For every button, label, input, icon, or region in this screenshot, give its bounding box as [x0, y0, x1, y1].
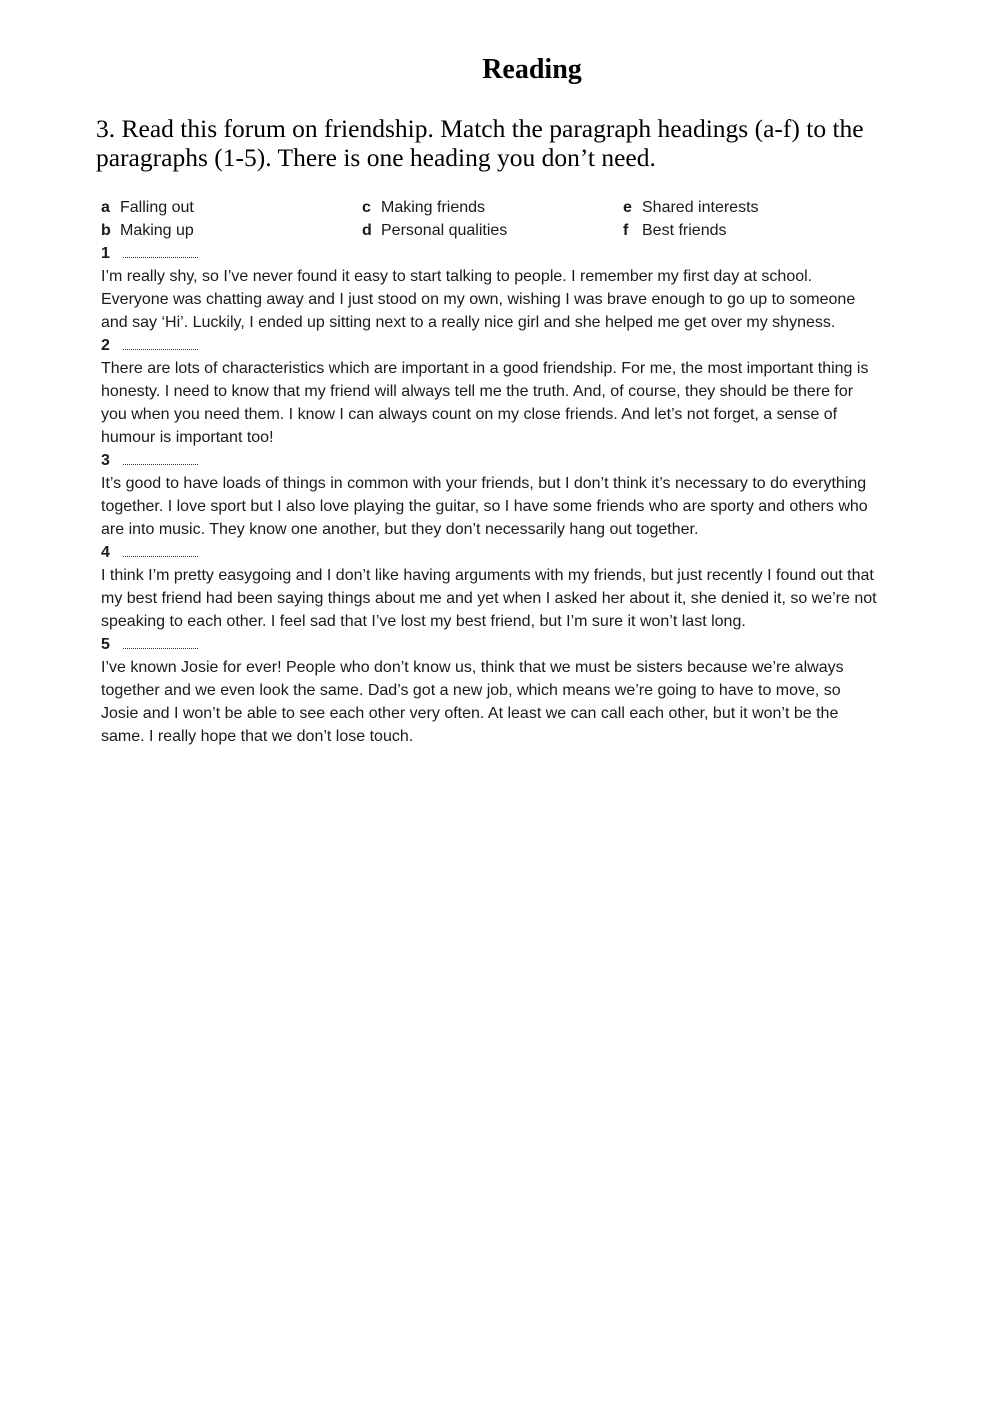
paragraph-header — [101, 242, 881, 265]
heading-text: Shared interests — [642, 199, 759, 216]
heading-text: Falling out — [120, 199, 194, 216]
paragraph-block — [101, 449, 881, 541]
heading-option — [101, 196, 362, 219]
heading-letter: c — [362, 199, 371, 216]
heading-letter: d — [362, 222, 372, 239]
paragraph-text: There are lots of characteristics which are important in a good friendship. For me, the most important thing is honesty. I need to know that my friend will always tell me the truth. And, of course, they should be there for you when you need them. I know I can always count on my close friends. And let’s not forget, a sense of humour is important too! — [101, 360, 869, 446]
heading-options — [101, 196, 881, 242]
heading-text: Personal qualities — [381, 222, 508, 239]
paragraph-block — [101, 633, 881, 748]
paragraph-block — [101, 242, 881, 334]
paragraph-text: It’s good to have loads of things in common with your friends, but I don’t think it’s necessary to do everything together. I love sport but I also love playing the guitar, so I have some friends who are sporty and others who are into music. They know one another, but they don’t necessarily hang out together. — [101, 475, 868, 538]
paragraph-header — [101, 541, 881, 564]
paragraph-text: I’m really shy, so I’ve never found it easy to start talking to people. I remember my first day at school. Everyone was chatting away and I just stood on my own, wishing I was brave enough to go up to someone and say ‘Hi’. Luckily, I ended up sitting next to a really nice girl and she helped me get over my shyness. — [101, 268, 856, 331]
paragraph-number: 5 — [101, 636, 110, 653]
heading-letter: a — [101, 199, 110, 216]
heading-text: Making friends — [381, 199, 486, 216]
answer-blank[interactable] — [123, 546, 198, 557]
paragraph-number: 2 — [101, 337, 110, 354]
heading-text: Best friends — [642, 222, 727, 239]
heading-option — [362, 219, 623, 242]
heading-option — [623, 219, 863, 242]
paragraph-number: 3 — [101, 452, 110, 469]
heading-option — [101, 219, 362, 242]
page-title: Reading — [482, 54, 582, 85]
paragraph-header — [101, 449, 881, 472]
answer-blank[interactable] — [123, 339, 198, 350]
paragraph-number: 1 — [101, 245, 110, 262]
paragraph-header — [101, 334, 881, 357]
answer-blank[interactable] — [123, 638, 198, 649]
heading-letter: e — [623, 199, 632, 216]
paragraph-text: I’ve known Josie for ever! People who don’t know us, think that we must be sisters because we’re always together and we even look the same. Dad’s got a new job, which means we’re going to have to move, so Josie and I won’t be able to see each other very often. At least we can call each other, but it won’t be the same. I really hope that we don’t lose touch. — [101, 659, 844, 745]
exercise-instruction: 3. Read this forum on friendship. Match the paragraph headings (a-f) to the paragraphs (1-5). There is one heading you don’t need. — [96, 114, 864, 172]
heading-text: Making up — [120, 222, 194, 239]
heading-letter: b — [101, 222, 111, 239]
paragraph-block — [101, 541, 881, 633]
heading-letter: f — [623, 222, 629, 239]
heading-option — [623, 196, 863, 219]
forum-paragraphs — [101, 242, 881, 748]
answer-blank[interactable] — [123, 454, 198, 465]
paragraph-text: I think I’m pretty easygoing and I don’t like having arguments with my friends, but just recently I found out that my best friend had been saying things about me and yet when I asked her about it, she denied it, so we’re not speaking to each other. I feel sad that I’ve lost my best friend, but I’m sure it won’t last long. — [101, 567, 877, 630]
answer-blank[interactable] — [123, 247, 198, 258]
paragraph-header — [101, 633, 881, 656]
paragraph-block — [101, 334, 881, 449]
heading-option — [362, 196, 623, 219]
paragraph-number: 4 — [101, 544, 110, 561]
